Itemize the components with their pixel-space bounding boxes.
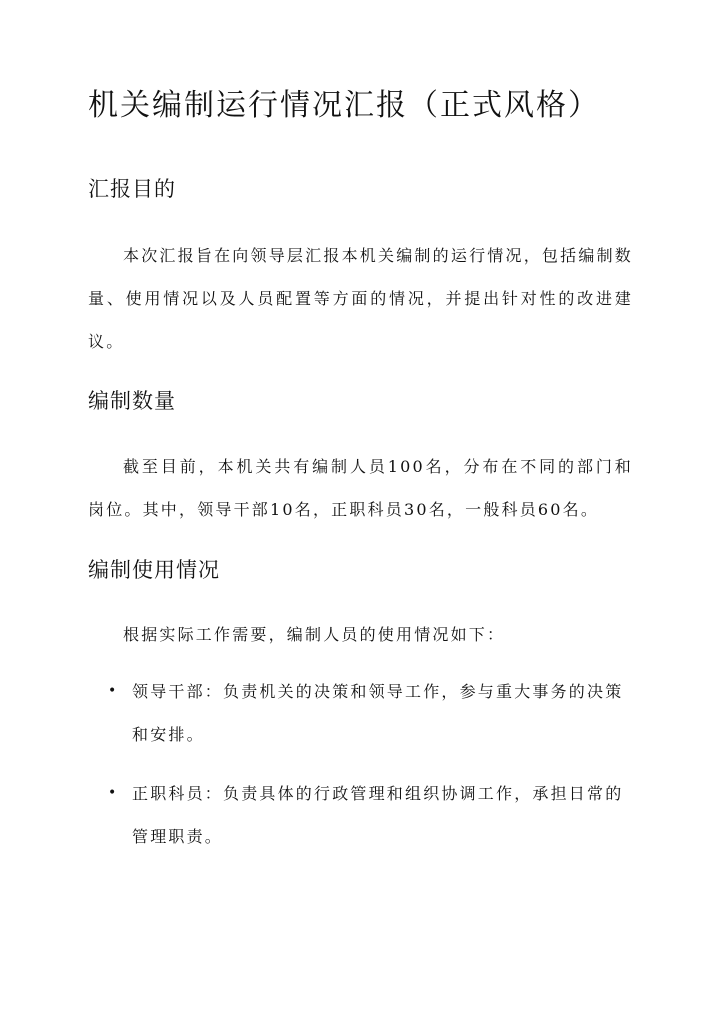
section-paragraph-purpose: 本次汇报旨在向领导层汇报本机关编制的运行情况，包括编制数量、使用情况以及人员配置等方面的情况，并提出针对性的改进建议。 <box>88 246 633 351</box>
list-item-leaders <box>88 670 632 756</box>
bullet-icon: • <box>108 785 119 801</box>
section-heading-purpose: 汇报目的 <box>88 177 176 201</box>
list-item-text: 正职科员：负责具体的行政管理和组织协调工作，承担日常的管理职责。 <box>132 784 624 846</box>
list-item-text: 领导干部：负责机关的决策和领导工作，参与重大事务的决策和安排。 <box>132 682 624 744</box>
usage-list <box>88 670 633 874</box>
bullet-icon: • <box>108 683 119 699</box>
section-heading-quantity: 编制数量 <box>88 389 176 413</box>
section-heading-usage: 编制使用情况 <box>88 558 220 582</box>
section-paragraph-usage: 根据实际工作需要，编制人员的使用情况如下： <box>123 625 506 644</box>
document-title: 机关编制运行情况汇报（正式风格） <box>88 88 600 123</box>
section-paragraph-quantity: 截至目前，本机关共有编制人员100名，分布在不同的部门和岗位。其中，领导干部10名，正职科员30名，一般科员60名。 <box>88 457 633 519</box>
list-item-section-chiefs <box>88 772 632 858</box>
